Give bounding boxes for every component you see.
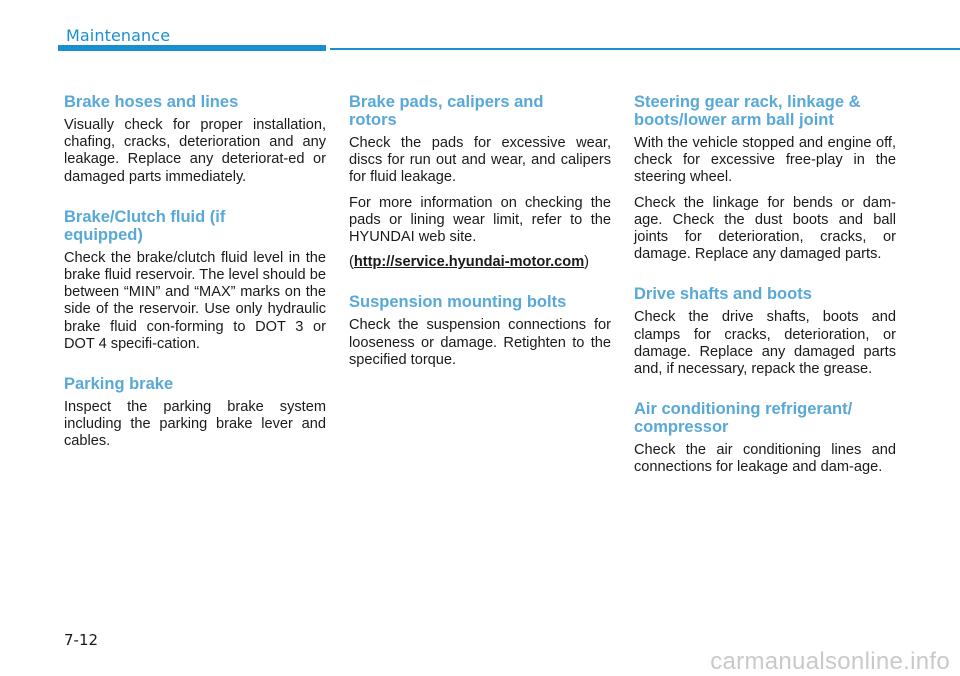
header-rule-thin (330, 48, 960, 50)
paragraph: With the vehicle stopped and engine off, check for excessive free-play in the steering wheel. (634, 135, 896, 186)
heading-brake-fluid: Brake/Clutch fluid (if equipped) (64, 207, 226, 244)
heading-brake-pads: Brake pads, calipers and rotors (349, 93, 544, 129)
watermark-text: carmanualsonline.info (710, 648, 950, 675)
hyundai-service-link[interactable]: http://service.hyundai-motor.com (353, 254, 585, 271)
paragraph: For more information on checking the pads or lining wear limit, refer to the HYUNDAI web site. (349, 194, 611, 246)
section-brake-pads (349, 93, 611, 271)
link-open-paren: ( (349, 254, 354, 271)
header-rule-thick (58, 45, 326, 51)
paragraph: Check the suspension connections for looseness or damage. Retighten to the specified torque. (349, 317, 611, 368)
paragraph: Inspect the parking brake system including the parking brake lever and cables. (64, 399, 326, 450)
section-air-conditioning (634, 400, 896, 476)
heading-air-conditioning: Air conditioning refrigerant/ compressor (634, 400, 853, 437)
column-right (634, 93, 896, 485)
heading-brake-hoses: Brake hoses and lines (64, 93, 239, 111)
paragraph: Check the pads for excessive wear, discs for run out and wear, and calipers for fluid leakage. (349, 135, 611, 186)
paragraph: Check the drive shafts, boots and clamps for cracks, deterioration, or damage. Replace any damaged parts and, if necessary, repack the grease. (634, 309, 896, 378)
heading-parking-brake: Parking brake (64, 375, 174, 394)
section-header-label: Maintenance (66, 26, 171, 45)
paragraph: Check the air conditioning lines and connections for leakage and dam-age. (634, 442, 896, 476)
section-brake-hoses (64, 93, 326, 186)
section-suspension (349, 293, 611, 369)
section-brake-fluid (64, 208, 326, 353)
heading-drive-shafts: Drive shafts and boots (634, 285, 812, 304)
column-middle (349, 93, 611, 377)
paragraph: Visually check for proper installation, chafing, cracks, deterioration and any leakage. Replace any deteriorat-ed or damaged parts immediately. (64, 117, 326, 185)
paragraph: Check the linkage for bends or dam-age. Check the dust boots and ball joints for deterioration, cracks, or damage. Replace any damaged parts. (634, 194, 896, 263)
section-drive-shafts (634, 285, 896, 378)
heading-steering: Steering gear rack, linkage & boots/lower arm ball joint (634, 93, 861, 129)
column-left (64, 93, 326, 459)
section-steering (634, 93, 896, 263)
page-number: 7-12 (64, 631, 99, 649)
heading-suspension: Suspension mounting bolts (349, 293, 567, 312)
link-close-paren: ) (584, 254, 590, 271)
link-paragraph (349, 254, 611, 271)
section-parking-brake (64, 375, 326, 451)
paragraph: Check the brake/clutch fluid level in the brake fluid reservoir. The level should be between “MIN” and “MAX” marks on the side of the reservoir. Use only hydraulic brake fluid con-forming to DOT 3 or DOT 4 specifi-cation. (64, 249, 326, 352)
